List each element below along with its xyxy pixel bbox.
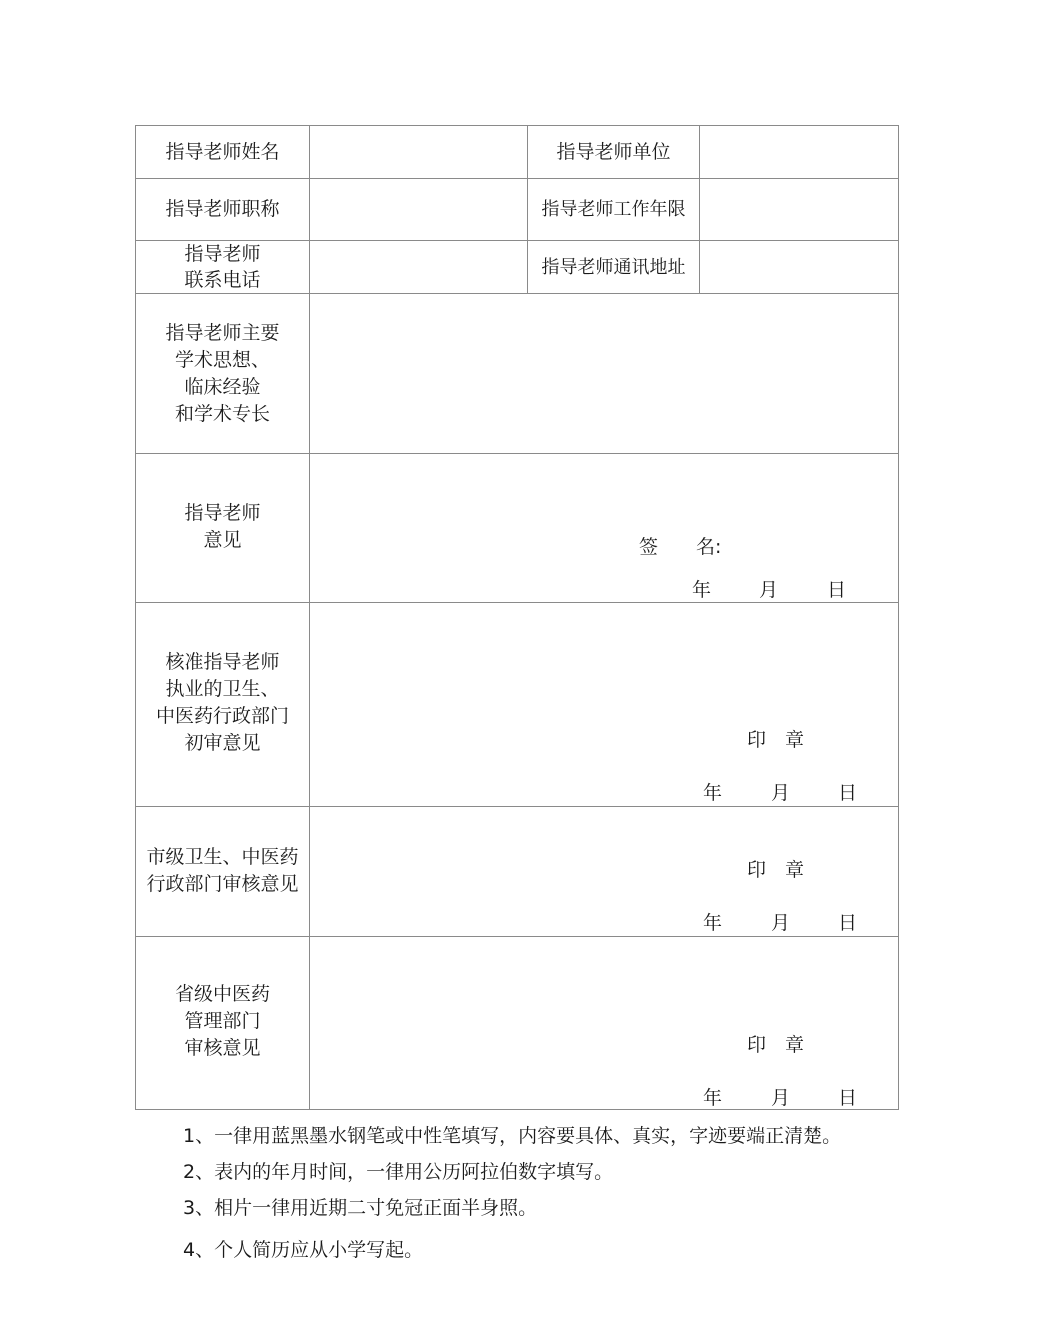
- day-label: 日: [838, 1087, 858, 1109]
- teacher-opinion-label: 指导老师 意见: [184, 502, 261, 551]
- year-label: 年: [703, 1087, 723, 1109]
- teacher-address-label: 指导老师通讯地址: [541, 256, 686, 278]
- note-item: 3、相片一律用近期二寸免冠正面半身照。: [183, 1197, 538, 1219]
- teacher-name-label: 指导老师姓名: [165, 140, 280, 163]
- day-label: 日: [838, 912, 858, 934]
- seal-label: 印 章: [747, 1034, 805, 1056]
- local-review-label: 核准指导老师 执业的卫生、 中医药行政部门 初审意见: [155, 651, 289, 754]
- local-review-field[interactable]: [310, 603, 898, 806]
- month-label: 月: [771, 782, 791, 804]
- teacher-address-field[interactable]: [700, 241, 898, 293]
- city-review-label: 市级卫生、中医药 行政部门审核意见: [146, 846, 299, 895]
- teacher-unit-label: 指导老师单位: [556, 140, 671, 163]
- teacher-phone-field[interactable]: [310, 241, 527, 293]
- day-label: 日: [827, 579, 847, 601]
- teacher-expertise-label: 指导老师主要 学术思想、 临床经验 和学术专长: [165, 321, 280, 425]
- month-label: 月: [759, 579, 779, 601]
- seal-label: 印 章: [747, 729, 805, 751]
- teacher-opinion-field[interactable]: [310, 454, 898, 602]
- month-label: 月: [771, 1087, 791, 1109]
- province-review-label: 省级中医药 管理部门 审核意见: [174, 983, 270, 1059]
- seal-label: 印 章: [747, 859, 805, 881]
- signature-label: 签 名:: [639, 536, 722, 558]
- teacher-expertise-field[interactable]: [310, 294, 898, 453]
- teacher-years-label: 指导老师工作年限: [541, 199, 686, 220]
- province-review-field[interactable]: [310, 937, 898, 1109]
- teacher-years-field[interactable]: [700, 179, 898, 240]
- note-item: 4、个人简历应从小学写起。: [183, 1239, 424, 1261]
- month-label: 月: [771, 912, 791, 934]
- year-label: 年: [703, 912, 723, 934]
- teacher-phone-label: 指导老师 联系电话: [184, 243, 261, 291]
- note-item: 2、表内的年月时间，一律用公历阿拉伯数字填写。: [183, 1161, 614, 1183]
- teacher-title-field[interactable]: [310, 179, 527, 240]
- year-label: 年: [703, 782, 723, 804]
- teacher-title-label: 指导老师职称: [165, 198, 280, 220]
- note-item: 1、一律用蓝黑墨水钢笔或中性笔填写，内容要具体、真实，字迹要端正清楚。: [183, 1125, 842, 1147]
- day-label: 日: [838, 782, 858, 804]
- teacher-unit-field[interactable]: [700, 126, 898, 178]
- application-form-table: [135, 125, 899, 1110]
- teacher-name-field[interactable]: [310, 126, 527, 178]
- city-review-field[interactable]: [310, 807, 898, 936]
- year-label: 年: [692, 579, 712, 601]
